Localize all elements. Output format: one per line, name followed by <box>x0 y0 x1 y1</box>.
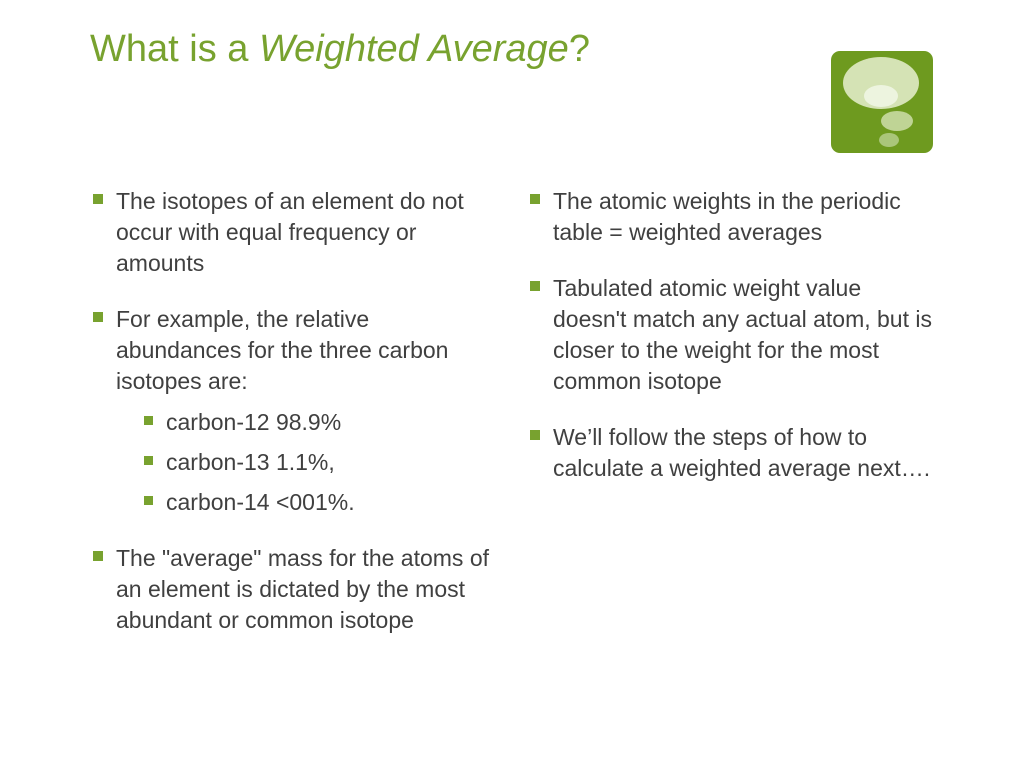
isotope-sub-list <box>116 407 500 518</box>
bullet-text: For example, the relative abundances for the three carbon isotopes are: <box>116 306 449 394</box>
bullet-text: The isotopes of an element do not occur with equal frequency or amounts <box>116 188 464 276</box>
square-bullet-icon <box>144 496 153 505</box>
sub-list-item <box>142 407 500 438</box>
square-bullet-icon <box>93 312 103 322</box>
sub-bullet-text: carbon-13 1.1%, <box>166 449 335 475</box>
right-bullet-list <box>527 186 937 509</box>
square-bullet-icon <box>530 194 540 204</box>
sub-bullet-text: carbon-12 98.9% <box>166 409 342 435</box>
square-bullet-icon <box>93 194 103 204</box>
list-item <box>527 273 937 397</box>
square-bullet-icon <box>530 430 540 440</box>
title-trail: ? <box>568 28 590 70</box>
list-item <box>90 543 500 636</box>
bubble-highlight <box>864 85 898 107</box>
bubble-small <box>879 133 899 147</box>
title-emphasis: Weighted Average <box>258 28 569 70</box>
list-item <box>527 422 937 484</box>
left-bullet-list <box>90 186 500 661</box>
title-lead: What is a <box>90 28 259 70</box>
thought-bubble-icon <box>831 51 933 158</box>
bullet-text: The atomic weights in the periodic table = weighted averages <box>553 188 901 245</box>
bullet-text: The "average" mass for the atoms of an element is dictated by the most abundant or common isotope <box>116 545 489 633</box>
bullet-text: We’ll follow the steps of how to calculate a weighted average next…. <box>553 424 931 481</box>
square-bullet-icon <box>144 456 153 465</box>
bubble-medium <box>881 111 913 131</box>
sub-bullet-text: carbon-14 <001%. <box>166 489 355 515</box>
list-item <box>527 186 937 248</box>
list-item <box>90 304 500 518</box>
slide-title <box>90 28 610 70</box>
sub-list-item <box>142 487 500 518</box>
sub-list-item <box>142 447 500 478</box>
list-item <box>90 186 500 279</box>
square-bullet-icon <box>93 551 103 561</box>
square-bullet-icon <box>144 416 153 425</box>
bullet-text: Tabulated atomic weight value doesn't match any actual atom, but is closer to the weight for the most common isotope <box>553 275 932 394</box>
square-bullet-icon <box>530 281 540 291</box>
